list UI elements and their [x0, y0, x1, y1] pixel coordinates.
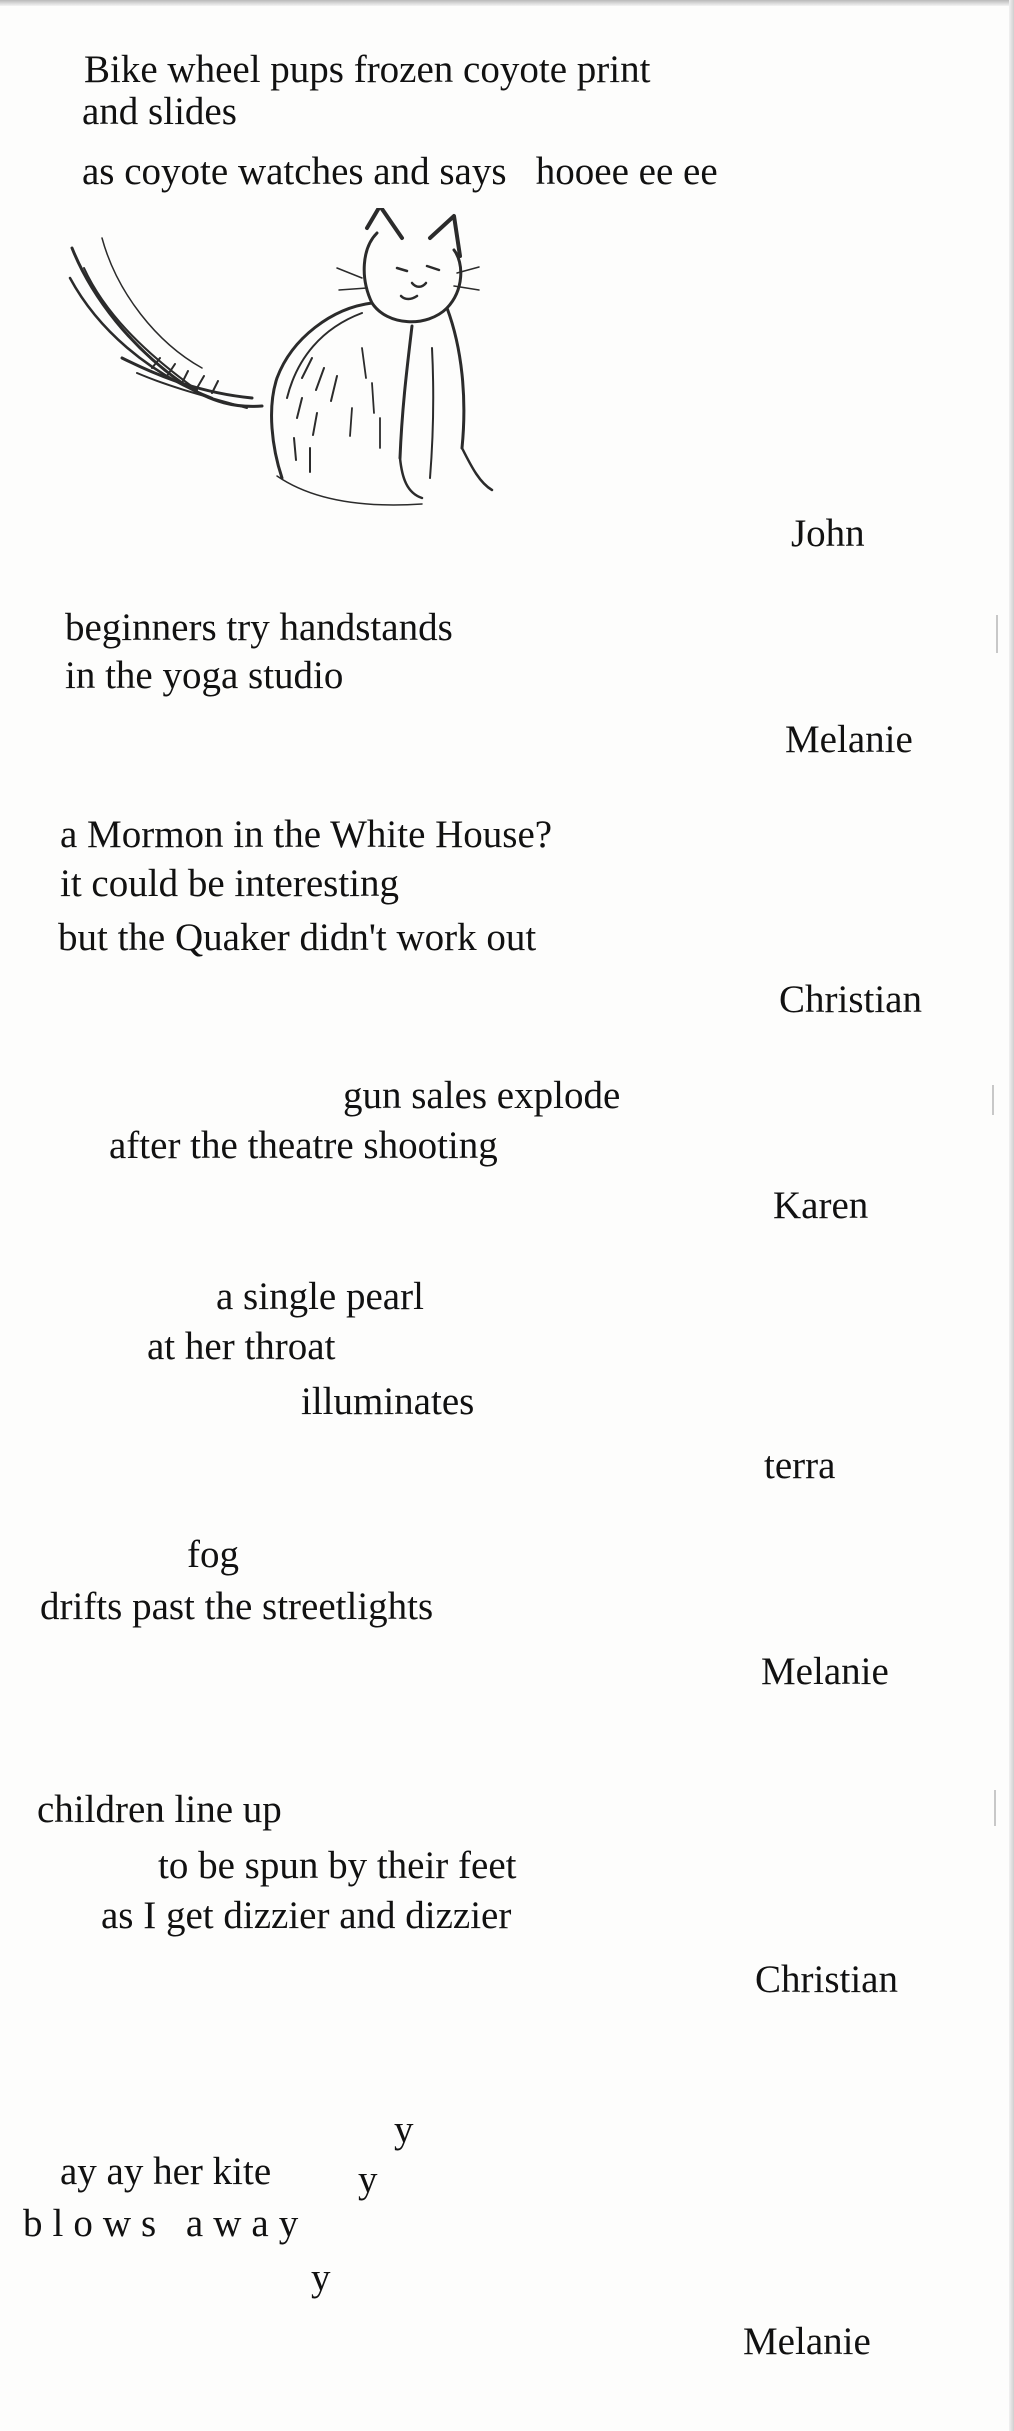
sketch-fur — [350, 348, 380, 448]
poem-8-author: Melanie — [743, 2320, 871, 2363]
poem-3-line-3: but the Quaker didn't work out — [58, 916, 537, 959]
poem-1-line-3: as coyote watches and says hooee ee ee — [82, 150, 718, 193]
scan-mark — [992, 1085, 994, 1115]
poem-6-line-2: drifts past the streetlights — [40, 1585, 434, 1628]
cat-sketch-illustration — [62, 208, 532, 518]
poem-3-line-2: it could be interesting — [60, 862, 400, 905]
sketch-tail — [102, 238, 202, 368]
poem-1-line-1: Bike wheel pups frozen coyote print — [84, 48, 651, 91]
scan-mark — [994, 1790, 996, 1826]
poem-6-author: Melanie — [761, 1650, 889, 1693]
poem-4-line-1: gun sales explode — [343, 1074, 621, 1117]
poem-1-line-2: and slides — [82, 90, 237, 133]
sketch-leg — [400, 458, 422, 498]
poem-7-line-2: to be spun by their feet — [158, 1844, 517, 1887]
poem-8-line-y-3: y — [311, 2256, 331, 2299]
poem-1-author: John — [791, 512, 865, 555]
poem-6-line-1: fog — [187, 1533, 239, 1576]
poem-3-line-1: a Mormon in the White House? — [60, 813, 553, 856]
sketch-leg — [462, 448, 492, 490]
page-top-edge — [0, 0, 1014, 6]
poem-3-author: Christian — [779, 978, 922, 1021]
sketch-face — [397, 266, 439, 299]
poem-5-line-2: at her throat — [147, 1325, 336, 1368]
sketch-tail — [70, 278, 212, 398]
sketch-ear-left — [367, 208, 402, 238]
poem-8-line-y-2: y — [358, 2158, 378, 2201]
sketch-ground — [277, 476, 422, 505]
poem-4-line-2: after the theatre shooting — [109, 1124, 498, 1167]
poem-8-line-1: ay ay her kite — [60, 2150, 272, 2193]
poem-7-author: Christian — [755, 1958, 898, 2001]
sketch-chest — [400, 326, 412, 458]
sketch-leg — [430, 348, 433, 478]
poem-4-author: Karen — [773, 1184, 869, 1227]
poem-2-line-2: in the yoga studio — [65, 654, 344, 697]
sketch-tail — [84, 268, 197, 390]
poem-2-line-1: beginners try handstands — [65, 606, 453, 649]
sketch-body — [272, 303, 372, 478]
scan-mark — [996, 615, 998, 653]
sketch-tail — [72, 248, 262, 406]
poem-5-author: terra — [764, 1444, 836, 1487]
page-right-edge — [1009, 0, 1014, 2431]
poem-2-author: Melanie — [785, 718, 913, 761]
sketch-chest — [447, 308, 464, 448]
poem-5-line-1: a single pearl — [216, 1275, 424, 1318]
sketch-fur — [294, 358, 337, 472]
sketch-body — [287, 313, 362, 398]
poem-8-line-2: blows away — [23, 2202, 309, 2245]
poem-5-line-3: illuminates — [301, 1380, 475, 1423]
poem-8-line-y-1: y — [394, 2108, 414, 2151]
sketch-tail — [122, 358, 252, 398]
poem-7-line-1: children line up — [37, 1788, 282, 1831]
poem-7-line-3: as I get dizzier and dizzier — [101, 1894, 512, 1937]
